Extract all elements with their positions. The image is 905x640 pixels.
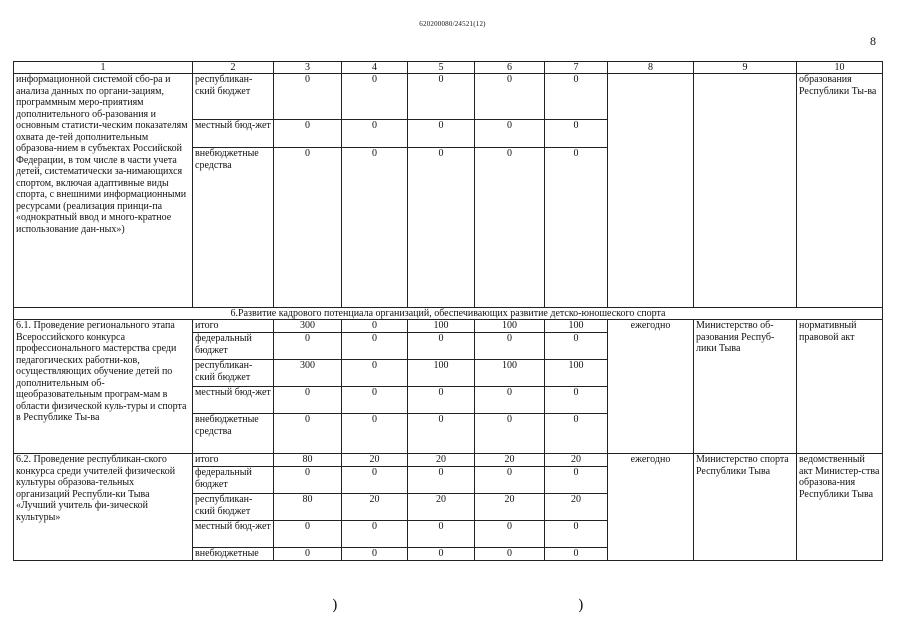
value-cell: 0	[274, 148, 342, 308]
section-title: 6.Развитие кадрового потенциала организаций, обеспечивающих развитие детско-юношеского спорта	[14, 308, 883, 320]
value-cell: 0	[408, 521, 475, 548]
value-cell: 80	[274, 494, 342, 521]
value-cell: 0	[475, 548, 545, 561]
value-cell: 0	[274, 548, 342, 561]
value-cell: 0	[342, 467, 408, 494]
col-header: 1	[14, 62, 193, 74]
col-header: 9	[694, 62, 797, 74]
section-row	[14, 308, 883, 320]
term-cell: ежегодно	[608, 320, 694, 454]
value-cell: 0	[342, 360, 408, 387]
source-cell: республикан-ский бюджет	[193, 360, 274, 387]
value-cell: 0	[408, 387, 475, 414]
value-cell: 0	[408, 120, 475, 148]
value-cell: 0	[545, 548, 608, 561]
value-cell: 20	[408, 494, 475, 521]
term-cell: ежегодно	[608, 454, 694, 561]
value-cell: 0	[408, 74, 475, 120]
value-cell: 0	[545, 74, 608, 120]
value-cell: 0	[408, 548, 475, 561]
value-cell: 20	[545, 454, 608, 467]
col-header: 4	[342, 62, 408, 74]
value-cell: 0	[274, 414, 342, 454]
value-cell: 0	[545, 414, 608, 454]
table-row	[14, 454, 883, 467]
term-cell	[608, 74, 694, 308]
col-header: 10	[797, 62, 883, 74]
result-cell: нормативный правовой акт	[797, 320, 883, 454]
value-cell: 20	[475, 454, 545, 467]
source-cell: местный бюд-жет	[193, 521, 274, 548]
value-cell: 20	[408, 454, 475, 467]
value-cell: 100	[475, 360, 545, 387]
col-header: 7	[545, 62, 608, 74]
source-cell: республикан-ский бюджет	[193, 494, 274, 521]
value-cell: 0	[545, 387, 608, 414]
value-cell: 20	[342, 454, 408, 467]
value-cell: 0	[475, 333, 545, 360]
value-cell: 0	[274, 333, 342, 360]
result-cell: образования Республики Ты-ва	[797, 74, 883, 308]
value-cell: 0	[545, 333, 608, 360]
value-cell: 0	[408, 148, 475, 308]
source-cell: внебюджетные	[193, 548, 274, 561]
value-cell: 0	[475, 467, 545, 494]
value-cell: 100	[408, 360, 475, 387]
value-cell: 0	[475, 521, 545, 548]
value-cell: 100	[408, 320, 475, 333]
col-header: 6	[475, 62, 545, 74]
value-cell: 100	[475, 320, 545, 333]
result-cell: ведомственный акт Министер-ства образова-ния Республики Тыва	[797, 454, 883, 561]
value-cell: 0	[342, 148, 408, 308]
col-header: 2	[193, 62, 274, 74]
value-cell: 0	[342, 387, 408, 414]
value-cell: 300	[274, 360, 342, 387]
executor-cell: Министерство спорта Республики Тыва	[694, 454, 797, 561]
value-cell: 0	[274, 74, 342, 120]
value-cell: 300	[274, 320, 342, 333]
value-cell: 100	[545, 360, 608, 387]
col-header: 8	[608, 62, 694, 74]
source-cell: внебюджетные средства	[193, 414, 274, 454]
value-cell: 0	[475, 74, 545, 120]
value-cell: 0	[475, 414, 545, 454]
document-id: 620200080/24521(12)	[419, 20, 486, 28]
source-cell: итого	[193, 454, 274, 467]
program-table	[13, 61, 883, 561]
value-cell: 0	[475, 148, 545, 308]
value-cell: 0	[342, 74, 408, 120]
value-cell: 0	[342, 320, 408, 333]
source-cell: внебюджетные средства	[193, 148, 274, 308]
col-header: 3	[274, 62, 342, 74]
col-header: 5	[408, 62, 475, 74]
value-cell: 0	[408, 414, 475, 454]
value-cell: 0	[274, 467, 342, 494]
executor-cell: Министерство об-разования Респуб-лики Тыва	[694, 320, 797, 454]
measure-cell: информационной системой сбо-ра и анализа данных по органи-зациям, программным меро-приятиям дополнительного об-разования и основным статисти-ческим показателям охвата де-тей дополнительным образова-нием в субъектах Российской Федерации, в том числе в части учета детей, систематически за-нимающихся спортом, включая адаптивные виды спорта, с внешними информационными ресурсами (реализация принци-па «однократный ввод и много-кратное использование дан-ных»)	[14, 74, 193, 308]
value-cell: 20	[475, 494, 545, 521]
value-cell: 0	[475, 120, 545, 148]
value-cell: 0	[342, 548, 408, 561]
source-cell: республикан-ский бюджет	[193, 74, 274, 120]
value-cell: 0	[545, 467, 608, 494]
value-cell: 0	[274, 521, 342, 548]
source-cell: федеральный бюджет	[193, 333, 274, 360]
value-cell: 0	[408, 467, 475, 494]
value-cell: 0	[342, 120, 408, 148]
value-cell: 100	[545, 320, 608, 333]
value-cell: 0	[545, 148, 608, 308]
value-cell: 0	[342, 414, 408, 454]
value-cell: 80	[274, 454, 342, 467]
value-cell: 0	[475, 387, 545, 414]
value-cell: 20	[545, 494, 608, 521]
source-cell: местный бюд-жет	[193, 387, 274, 414]
scan-mark: )	[578, 596, 584, 614]
value-cell: 0	[274, 120, 342, 148]
measure-cell: 6.1. Проведение регионального этапа Всероссийского конкурса профессионального мастерства среди педагогических работни-ков, осуществляющих обучение детей по дополнительным об-щеобразовательным програм-мам в области физической куль-туры и спорта в Республике Ты-ва	[14, 320, 193, 454]
page-number: 8	[870, 34, 876, 48]
value-cell: 0	[342, 521, 408, 548]
table-row	[14, 74, 883, 120]
executor-cell	[694, 74, 797, 308]
value-cell: 20	[342, 494, 408, 521]
value-cell: 0	[545, 521, 608, 548]
scan-mark: )	[332, 596, 338, 614]
value-cell: 0	[408, 333, 475, 360]
measure-cell: 6.2. Проведение республикан-ского конкурса среди учителей физической культуры образова-тельных организаций Республи-ки Тыва «Лучший учитель фи-зической культуры»	[14, 454, 193, 561]
value-cell: 0	[342, 333, 408, 360]
column-number-row	[14, 62, 883, 74]
table-row	[14, 320, 883, 333]
source-cell: местный бюд-жет	[193, 120, 274, 148]
value-cell: 0	[274, 387, 342, 414]
source-cell: итого	[193, 320, 274, 333]
value-cell: 0	[545, 120, 608, 148]
source-cell: федеральный бюджет	[193, 467, 274, 494]
